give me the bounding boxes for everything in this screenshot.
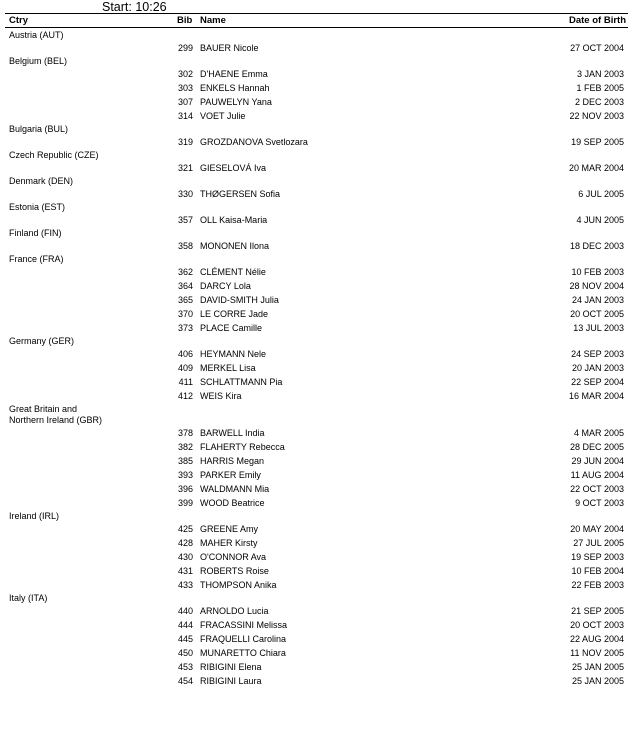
athlete-dob: 20 OCT 2005 (570, 309, 624, 319)
athlete-name: MUNARETTO Chiara (200, 648, 286, 658)
athlete-bib: 453 (177, 662, 193, 672)
athlete-name: ENKELS Hannah (200, 83, 270, 93)
athlete-dob: 11 AUG 2004 (570, 470, 624, 480)
athlete-row (0, 266, 632, 278)
athlete-bib: 321 (177, 163, 193, 173)
athlete-row (0, 551, 632, 563)
athlete-dob: 10 FEB 2003 (571, 267, 624, 277)
athlete-row (0, 322, 632, 334)
athlete-bib: 385 (177, 456, 193, 466)
athlete-row (0, 110, 632, 122)
athlete-row (0, 427, 632, 439)
athlete-bib: 399 (177, 498, 193, 508)
country-name: Belgium (BEL) (9, 56, 68, 66)
athlete-bib: 430 (177, 552, 193, 562)
athlete-dob: 27 JUL 2005 (573, 538, 624, 548)
athlete-name: MAHER Kirsty (200, 538, 258, 548)
athlete-dob: 29 JUN 2004 (571, 456, 624, 466)
athlete-name: FRACASSINI Melissa (200, 620, 288, 630)
athlete-name: BAUER Nicole (200, 43, 259, 53)
athlete-dob: 22 OCT 2003 (570, 484, 624, 494)
athlete-name: GROZDANOVA Svetlozara (200, 137, 308, 147)
athlete-name: OLL Kaisa-Maria (200, 215, 268, 225)
athlete-name: CLÉMENT Nélie (200, 267, 266, 277)
athlete-row (0, 96, 632, 108)
athlete-row (0, 565, 632, 577)
athlete-dob: 22 AUG 2004 (569, 634, 624, 644)
athlete-bib: 396 (177, 484, 193, 494)
country-name: Italy (ITA) (9, 593, 48, 603)
athlete-bib: 314 (177, 111, 193, 121)
athlete-dob: 24 SEP 2003 (571, 349, 624, 359)
athlete-dob: 2 DEC 2003 (574, 97, 624, 107)
athlete-bib: 425 (177, 524, 193, 534)
athlete-dob: 25 JAN 2005 (571, 676, 624, 686)
country-name: France (FRA) (9, 254, 64, 264)
athlete-name: WALDMANN Mia (200, 484, 270, 494)
athlete-bib: 382 (177, 442, 193, 452)
athlete-name: DARCY Lola (200, 281, 251, 291)
athlete-bib: 299 (177, 43, 193, 53)
athlete-row (0, 619, 632, 631)
athlete-row (0, 579, 632, 591)
athlete-dob: 20 JAN 2003 (571, 363, 624, 373)
athlete-name: PAUWELYN Yana (200, 97, 272, 107)
athlete-name: THØGERSEN Sofia (200, 189, 281, 199)
athlete-row (0, 68, 632, 80)
athlete-dob: 24 JAN 2003 (571, 295, 624, 305)
athlete-dob: 25 JAN 2005 (571, 662, 624, 672)
athlete-name: HEYMANN Nele (200, 349, 267, 359)
athlete-bib: 307 (177, 97, 193, 107)
athlete-dob: 27 OCT 2004 (570, 43, 624, 53)
athlete-row (0, 633, 632, 645)
athlete-dob: 21 SEP 2005 (571, 606, 624, 616)
athlete-bib: 428 (177, 538, 193, 548)
athlete-name: FLAHERTY Rebecca (200, 442, 285, 452)
athlete-name: LE CORRE Jade (200, 309, 269, 319)
country-name: Austria (AUT) (9, 30, 64, 40)
athlete-bib: 406 (177, 349, 193, 359)
athlete-row (0, 469, 632, 481)
athlete-name: DAVID-SMITH Julia (200, 295, 279, 305)
country-name: Great Britain and Northern Ireland (GBR) (9, 404, 103, 425)
athlete-name: GREENE Amy (200, 524, 259, 534)
athlete-dob: 22 SEP 2004 (571, 377, 624, 387)
athlete-bib: 444 (177, 620, 193, 630)
athlete-row (0, 497, 632, 509)
athlete-dob: 6 JUL 2005 (578, 189, 624, 199)
athlete-row (0, 240, 632, 252)
athlete-dob: 10 FEB 2004 (571, 566, 624, 576)
athlete-row (0, 523, 632, 535)
start-time: Start: 10:26 (102, 0, 167, 14)
athlete-row (0, 42, 632, 54)
athlete-name: ROBERTS Roise (200, 566, 269, 576)
athlete-row (0, 214, 632, 226)
athlete-row (0, 294, 632, 306)
athlete-bib: 362 (177, 267, 193, 277)
athlete-name: BARWELL India (200, 428, 265, 438)
athlete-row (0, 136, 632, 148)
country-name: Denmark (DEN) (9, 176, 74, 186)
country-name: Bulgaria (BUL) (9, 124, 69, 134)
athlete-bib: 302 (177, 69, 193, 79)
athlete-bib: 411 (178, 377, 193, 387)
athlete-bib: 357 (177, 215, 193, 225)
athlete-row (0, 362, 632, 374)
athlete-bib: 445 (177, 634, 193, 644)
athlete-row (0, 675, 632, 687)
athlete-row (0, 82, 632, 94)
athlete-name: ARNOLDO Lucia (200, 606, 269, 616)
header-name: Name (200, 15, 226, 26)
athlete-name: VOET Julie (200, 111, 246, 121)
athlete-dob: 18 DEC 2003 (569, 241, 624, 251)
header-bib: Bib (177, 15, 193, 26)
athlete-bib: 440 (177, 606, 193, 616)
athlete-dob: 28 NOV 2004 (569, 281, 624, 291)
athlete-bib: 409 (177, 363, 193, 373)
athlete-dob: 3 JAN 2003 (576, 69, 624, 79)
athlete-bib: 433 (177, 580, 193, 590)
athlete-row (0, 537, 632, 549)
athlete-dob: 22 NOV 2003 (569, 111, 624, 121)
athlete-bib: 303 (177, 83, 193, 93)
athlete-bib: 454 (177, 676, 193, 686)
athlete-dob: 19 SEP 2003 (571, 552, 624, 562)
athlete-name: FRAQUELLI Carolina (200, 634, 287, 644)
athlete-name: MERKEL Lisa (200, 363, 256, 373)
athlete-name: WEIS Kira (200, 391, 242, 401)
athlete-dob: 4 JUN 2005 (576, 215, 624, 225)
athlete-bib: 370 (177, 309, 193, 319)
athlete-name: THOMPSON Anika (200, 580, 277, 590)
athlete-row (0, 162, 632, 174)
country-name: Finland (FIN) (9, 228, 62, 238)
athlete-bib: 365 (177, 295, 193, 305)
athlete-bib: 431 (177, 566, 193, 576)
athlete-bib: 358 (177, 241, 193, 251)
athlete-dob: 22 FEB 2003 (571, 580, 624, 590)
athlete-name: RIBIGINI Elena (200, 662, 262, 672)
athlete-name: MONONEN Ilona (200, 241, 270, 251)
athlete-row (0, 188, 632, 200)
athlete-bib: 378 (177, 428, 193, 438)
country-name: Ireland (IRL) (9, 511, 60, 521)
athlete-name: PARKER Emily (200, 470, 261, 480)
athlete-row (0, 455, 632, 467)
athlete-name: O'CONNOR Ava (200, 552, 267, 562)
header-dob: Date of Birth (569, 15, 626, 26)
athlete-bib: 393 (177, 470, 193, 480)
athlete-bib: 450 (177, 648, 193, 658)
athlete-row (0, 647, 632, 659)
athlete-dob: 9 OCT 2003 (575, 498, 624, 508)
athlete-bib: 319 (177, 137, 193, 147)
athlete-name: GIESELOVÁ Iva (200, 163, 267, 173)
athlete-dob: 4 MAR 2005 (573, 428, 624, 438)
athlete-name: D'HAENE Emma (200, 69, 268, 79)
athlete-name: HARRIS Megan (200, 456, 265, 466)
athlete-row (0, 605, 632, 617)
athlete-row (0, 348, 632, 360)
athlete-row (0, 390, 632, 402)
athlete-dob: 20 MAY 2004 (570, 524, 624, 534)
athlete-row (0, 280, 632, 292)
athlete-dob: 13 JUL 2003 (573, 323, 624, 333)
athlete-dob: 20 MAR 2004 (568, 163, 624, 173)
athlete-name: PLACE Camille (200, 323, 263, 333)
country-name: Estonia (EST) (9, 202, 66, 212)
athlete-bib: 364 (177, 281, 193, 291)
athlete-bib: 373 (177, 323, 193, 333)
athlete-dob: 19 SEP 2005 (571, 137, 624, 147)
athlete-row (0, 661, 632, 673)
athlete-row (0, 376, 632, 388)
athlete-name: RIBIGINI Laura (200, 676, 262, 686)
athlete-row (0, 441, 632, 453)
athlete-dob: 1 FEB 2005 (576, 83, 624, 93)
athlete-bib: 412 (177, 391, 193, 401)
athlete-dob: 16 MAR 2004 (568, 391, 624, 401)
header-ctry: Ctry (9, 15, 29, 26)
athlete-row (0, 308, 632, 320)
athlete-dob: 11 NOV 2005 (570, 648, 624, 658)
country-name: Germany (GER) (9, 336, 75, 346)
athlete-dob: 28 DEC 2005 (569, 442, 624, 452)
athlete-row (0, 483, 632, 495)
athlete-dob: 20 OCT 2003 (570, 620, 624, 630)
athlete-bib: 330 (177, 189, 193, 199)
athlete-name: WOOD Beatrice (200, 498, 265, 508)
athlete-name: SCHLATTMANN Pia (200, 377, 283, 387)
country-name: Czech Republic (CZE) (9, 150, 99, 160)
